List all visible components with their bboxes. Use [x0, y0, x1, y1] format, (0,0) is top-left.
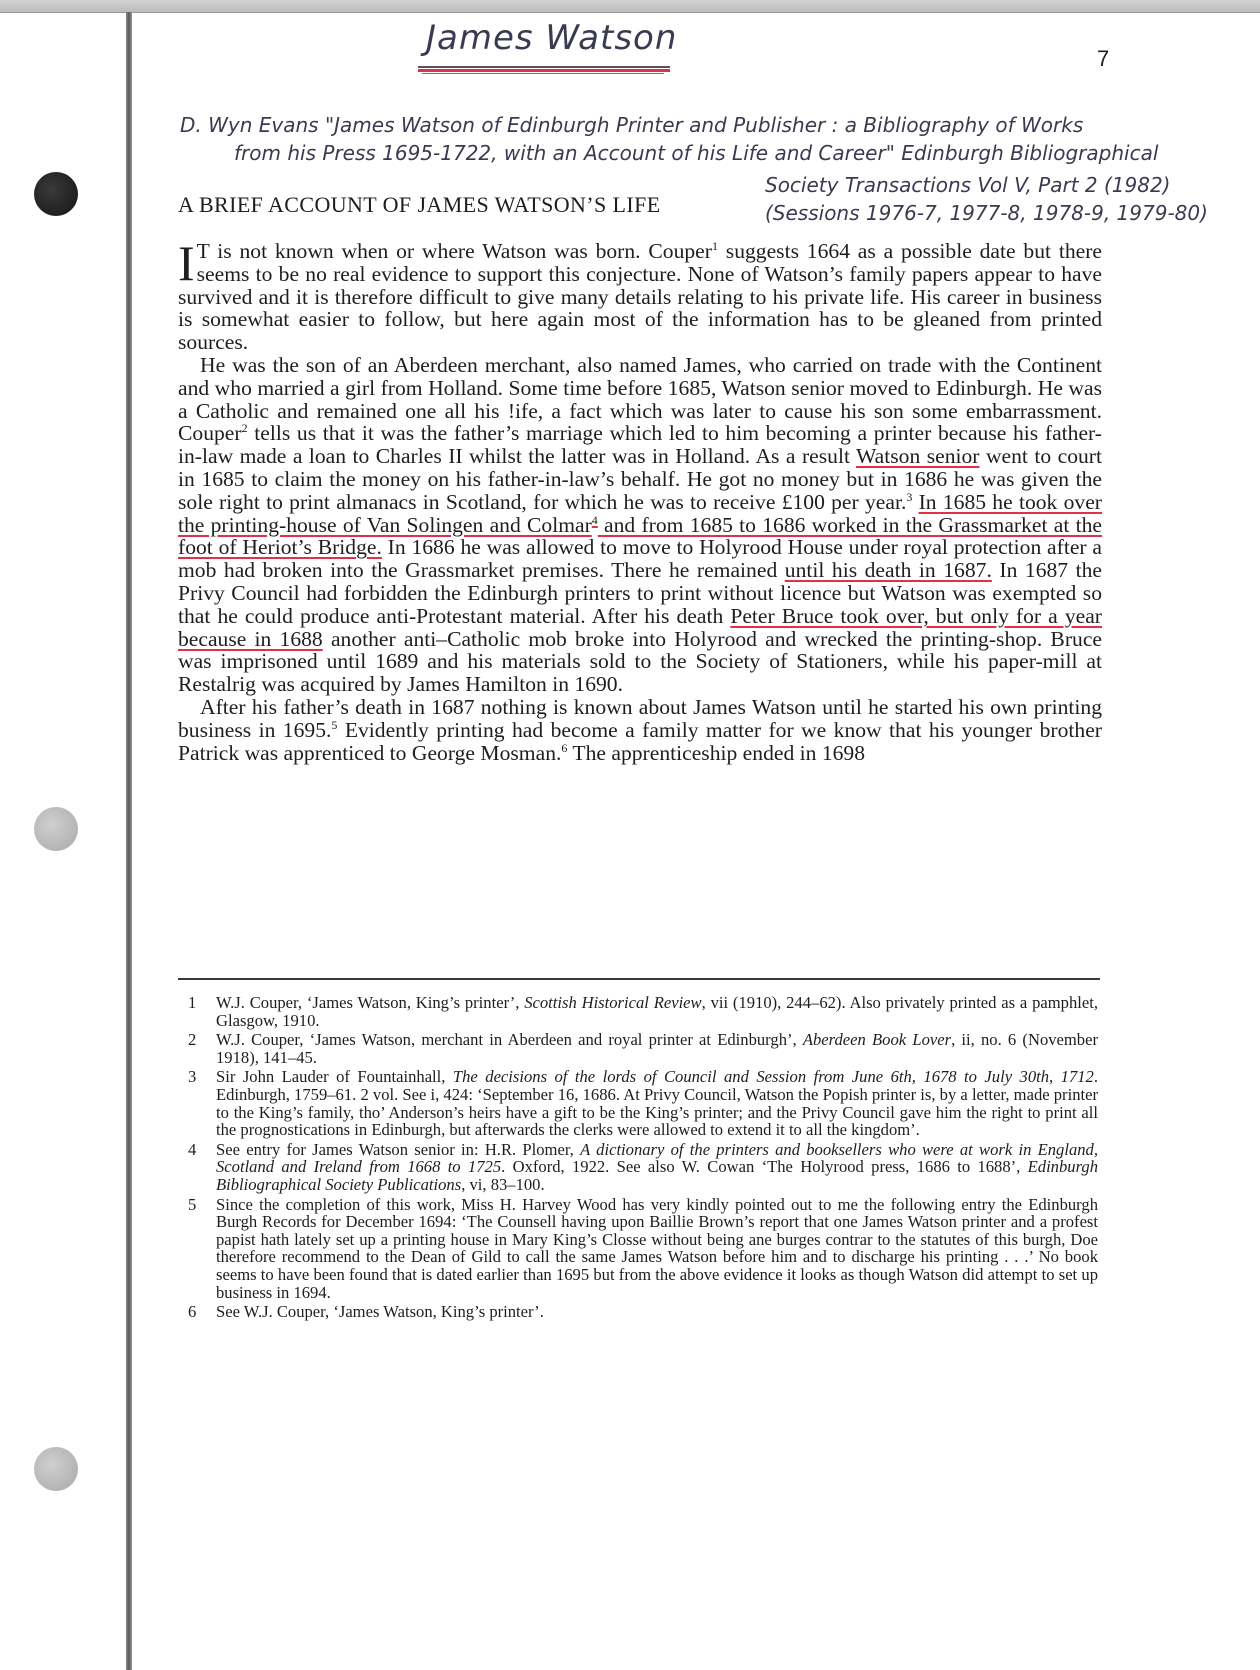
text-run: . Oxford, 1922. See also W. Cowan ‘The Holyrood press, 1686 to 1688’, — [501, 1157, 1028, 1177]
footnote — [188, 1068, 1098, 1138]
scan-top-edge — [0, 0, 1260, 13]
underlined-text: until his death in 1687. — [784, 558, 992, 583]
text-run: After his father’s death in 1687 nothing is known about James Watson until he started his own printing business in 1695. — [178, 694, 1102, 742]
footnote-number: 5 — [188, 1194, 197, 1214]
section-heading: A BRIEF ACCOUNT OF JAMES WATSON’S LIFE — [178, 192, 661, 217]
text-run: Evidently printing had become a family matter for we know that his younger brother Patrick was apprenticed to George Mosman. — [178, 717, 1102, 765]
footnote-ref: 1 — [711, 238, 718, 253]
title-underline — [418, 66, 670, 74]
page-number: 7 — [1097, 46, 1110, 71]
footnote — [188, 1031, 1098, 1066]
paragraph — [178, 235, 1102, 355]
underlined-text: Watson senior — [856, 444, 980, 469]
footnote-number: 6 — [188, 1302, 197, 1322]
text-run: suggests 1664 as a possible date but there seems to be no real evidence to support this conjecture. None of Watson’s family papers appear to have survived and it is therefore difficult to give many details relating to his private life. His career in business is somewhat easier to follow, but here again most of the information has to be gleaned from printed sources. — [178, 239, 1102, 355]
footnote-ref: 3 — [906, 489, 913, 504]
paragraph — [178, 696, 1102, 764]
text-run: W.J. Couper, ‘James Watson, King’s printer’, — [216, 993, 525, 1012]
text-run: In 1687 the Privy Council had forbidden the Edinburgh printers to print without licence but Watson was exempted so that he could produce anti-Protestant material. After his death — [178, 558, 1102, 628]
footnote-number: 1 — [188, 993, 197, 1012]
underlined-text: and from 1685 to 1686 worked in the Grassmarket at the foot of Heriot’s Bridge. — [178, 512, 1102, 560]
footnote-number: 2 — [188, 1030, 197, 1050]
text-run: , vi, 83–100. — [461, 1174, 545, 1194]
text-run: Sir John Lauder of Fountainhall, — [216, 1067, 453, 1087]
paragraph — [178, 354, 1102, 696]
italic-title: The decisions of the lords of Council and Session from June 6th, 1678 to July 30th, 1712 — [452, 1067, 1094, 1087]
text-run: The apprenticeship ended in 1698 — [567, 740, 866, 765]
binder-hole — [34, 172, 78, 216]
text-run: T is not known when or where Watson was born. Couper — [196, 239, 712, 263]
footnote-text: See W.J. Couper, ‘James Watson, King’s printer’. — [216, 1302, 544, 1322]
binder-hole — [34, 807, 78, 851]
italic-title: Edinburgh Bibliographical Society Publications — [216, 1157, 1099, 1194]
footnote — [188, 1141, 1098, 1194]
text-run: went to court in 1685 to claim the money on his father-in-law’s behalf. He got no money but in 1686 he was given the sole right to print almanacs in Scotland, for which he was to receive £100 per year. — [178, 444, 1102, 514]
binder-hole — [34, 1447, 78, 1491]
handwritten-citation-line: D. Wyn Evans "James Watson of Edinburgh Printer and Publisher : a Bibliography of Works — [180, 113, 1084, 137]
text-run: See entry for James Watson senior in: H.R. Plomer, — [216, 1139, 581, 1159]
footnote — [188, 1303, 1098, 1321]
footnote-ref: 5 — [331, 717, 338, 732]
footnote-number: 3 — [188, 1067, 197, 1087]
underlined-text: In 1685 he took over the printing-house of Van Solingen and Colmar — [178, 489, 1102, 537]
footnote — [188, 994, 1098, 1029]
handwritten-title: James Watson — [426, 18, 678, 58]
text-run: . Edinburgh, 1759–61. 2 vol. See i, 424: ‘September 16, 1686. At Privy Council, Watson the Popish printer is, by a letter, made printer to the King’s family, tho’ Anderson’s heirs have a gift to be the King’s printer; and the Privy Council gave him the right to print all the prognostications in Edinburgh, but afterwards the clerks were allowed to extend it to all the kingdom’. — [216, 1067, 1098, 1140]
text-run: another anti–Catholic mob broke into Holyrood and wrecked the printing-shop. Bruce was imprisoned until 1689 and his materials sold to the Society of Stationers, while his paper-mill at Restalrig was acquired by James Hamilton in 1690. — [178, 626, 1102, 697]
text-run: In 1686 he was allowed to move to Holyrood House under royal protection after a mob had broken into the Grassmarket premises. There he remained — [178, 535, 1102, 583]
text-run: , ii, no. 6 (November 1918), 141–45. — [216, 1030, 1098, 1067]
italic-title: A dictionary of the printers and booksellers who were at work in England, Scotland and Ireland from 1668 to 1725 — [216, 1139, 1098, 1177]
footnote-text: Since the completion of this work, Miss H. Harvey Wood has very kindly pointed out to me the following entry the Edinburgh Burgh Records for December 1694: ‘The Counsell having upon Baillie Brown’s report that one James Watson printer and a profest papist hath lately set up a printing house in Mary King’s Closse without being ane burges contrar to the statutes of this burgh, Doe therefore recommend to the Dean of Gild to call the same James Watson before him and to discharge his printing . . .’ No book seems to have been found that is dated earlier than 1695 but from the above evidence it looks as though Watson did attempt to set up business in 1694. — [216, 1194, 1098, 1302]
footnote-number: 4 — [188, 1139, 197, 1159]
italic-title: Aberdeen Book Lover — [802, 1030, 952, 1050]
footnote — [188, 1196, 1098, 1302]
handwritten-citation-line: (Sessions 1976-7, 1977-8, 1978-9, 1979-80) — [765, 201, 1208, 225]
handwritten-citation-line: from his Press 1695-1722, with an Account of his Life and Career" Edinburgh Bibliographical — [234, 141, 1159, 165]
handwritten-citation-line: Society Transactions Vol V, Part 2 (1982) — [765, 173, 1171, 197]
underlined-text: Peter Bruce took over, but only for a year because in 1688 — [178, 603, 1102, 651]
footnote-divider — [178, 978, 1100, 980]
text-run: He was the son of an Aberdeen merchant, also named James, who carried on trade with the Continent and who married a girl from Holland. Some time before 1685, Watson senior moved to Edinburgh. He was a Catholic and remained one all his !ife, a fact which was later to cause his son some embarrassment. Couper — [178, 352, 1102, 446]
drop-cap: I — [178, 235, 195, 291]
text-run: , vii (1910), 244–62). Also privately printed as a pamphlet, Glasgow, 1910. — [216, 993, 1099, 1030]
footnote-ref: 2 — [241, 421, 248, 436]
footnotes — [188, 994, 1098, 1323]
italic-title: Scottish Historical Review — [524, 993, 702, 1012]
text-run: tells us that it was the father’s marriage which led to him becoming a printer because his father-in-law made a loan to Charles II whilst the latter was in Holland. As a result — [178, 421, 1102, 469]
text-run: W.J. Couper, ‘James Watson, merchant in Aberdeen and royal printer at Edinburgh’, — [216, 1030, 803, 1050]
body-text — [178, 235, 1102, 765]
footnote-ref: 4 — [591, 512, 598, 527]
footnote-ref: 6 — [561, 740, 568, 755]
page-left-edge — [126, 12, 132, 1670]
